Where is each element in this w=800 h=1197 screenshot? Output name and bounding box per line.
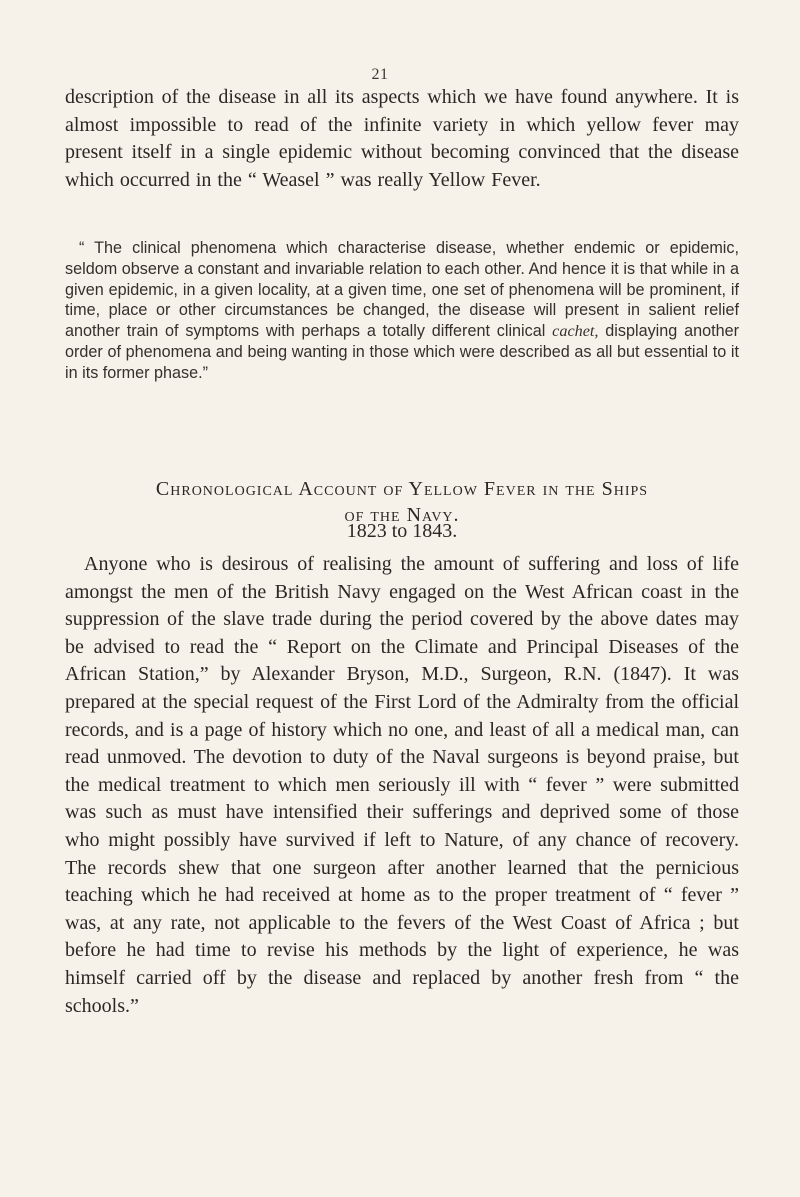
- intro-paragraph: description of the disease in all its aspects which we have found anywhere. It is almost impossible to read of the infinite variety in which yellow fever may present itself in a single epidemic without becoming convinced that the disease which occurred in the “ Weasel ” was really Yellow Fever.: [65, 86, 739, 191]
- main-paragraph: Anyone who is desirous of realising the amount of suffering and loss of life amongst the men of the British Navy engaged on the West African coast in the suppression of the slave trade during the period covered by the above dates may be advised to read the “ Report on the Climate and Principal Diseases of the African Station,” by Alexander Bryson, M.D., Surgeon, R.N. (1847). It was prepared at the special request of the First Lord of the Admiralty from the official records, and is a page of history which no one, and least of all a medical man, can read unmoved. The devotion to duty of the Naval surgeons is beyond praise, but the medical treatment to which men seriously ill with “ fever ” were submitted was such as must have intensified their sufferings and deprived some of those who might possibly have survived if left to Nature, of any chance of recovery. The records shew that one surgeon after another learned that the pernicious teaching which he had received at home as to the proper treatment of “ fever ” was, at any rate, not applicable to the fevers of the West Coast of Africa ; but before he had time to revise his methods by the light of experience, he was himself carried off by the disease and replaced by another fresh from “ the schools.”: [65, 553, 739, 1017]
- quote-text-start: “ The clinical phenomena which characterise disease, whether endemic or epidemic, seldom observe a constant and invariable relation to each other. And hence it is that while in a given epidemic, in a given locality, at a given time, one set of phenomena will be prominent, if time, place or other circumstances be changed, the disease will present in salient relief another train of symptoms with perhaps a totally different clinical: [65, 239, 739, 341]
- section-heading-line-2: of the Navy.: [344, 504, 460, 526]
- quote-text-end: displaying another order of phenomena and being wanting in those which were described as all but essential to it in its former phase.”: [65, 322, 740, 382]
- quote-italic-term: cachet,: [552, 322, 599, 341]
- block-quote: [65, 238, 739, 384]
- page-number: 21: [371, 66, 389, 83]
- date-range: 1823 to 1843.: [346, 520, 458, 542]
- section-heading-line-1: Chronological Account of Yellow Fever in the Ships: [155, 478, 649, 500]
- main-section: [65, 551, 739, 1020]
- intro-section: [65, 84, 739, 194]
